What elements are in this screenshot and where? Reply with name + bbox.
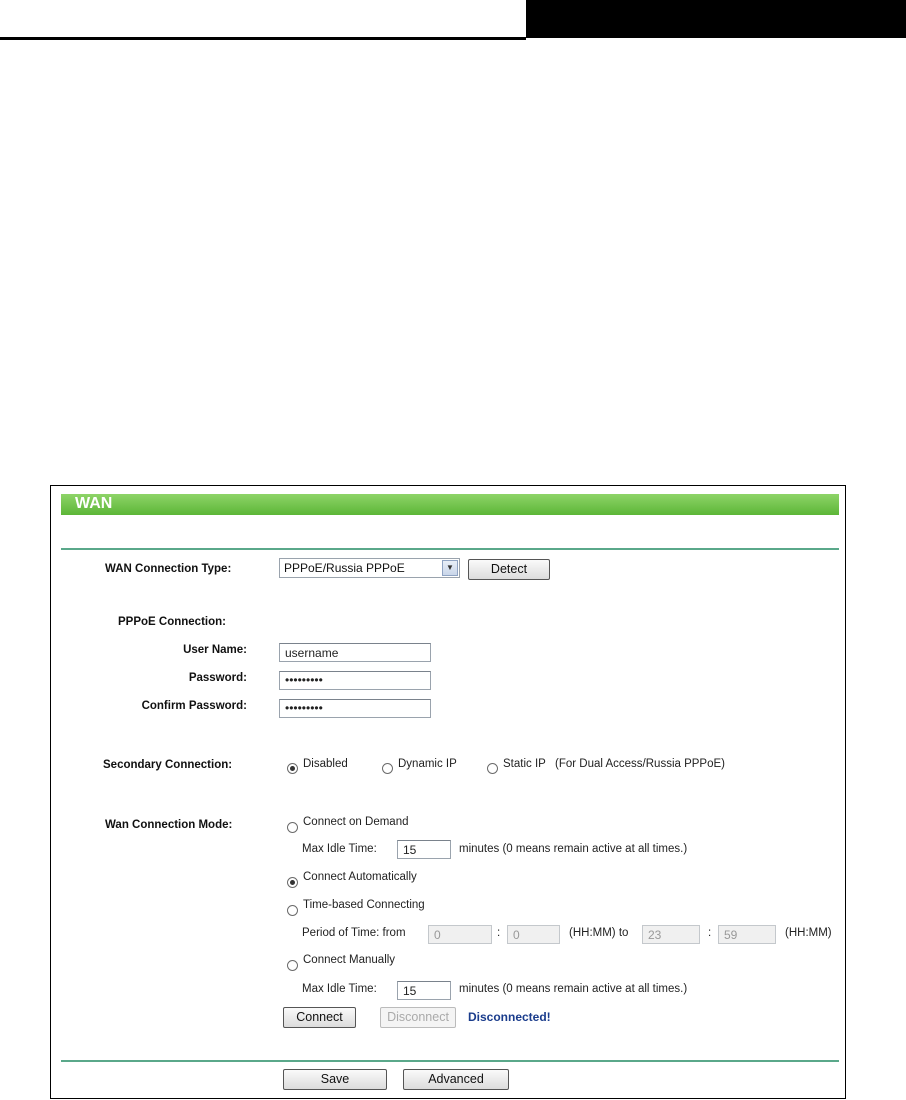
wan-settings-panel [50, 485, 846, 1099]
confirm-password-label: Confirm Password: [141, 700, 247, 712]
secondary-disabled-label: Disabled [303, 758, 348, 770]
hhmm-end-label: (HH:MM) [785, 927, 832, 939]
wan-connection-mode-label: Wan Connection Mode: [105, 819, 233, 831]
connect-manually-radio[interactable] [287, 960, 298, 971]
time-colon-2: : [708, 927, 712, 939]
max-idle-time-label-manual: Max Idle Time: [302, 983, 377, 995]
panel-title: WAN [75, 495, 113, 512]
max-idle-time-label-demand: Max Idle Time: [302, 843, 377, 855]
secondary-dynamic-ip-label: Dynamic IP [398, 758, 457, 770]
to-minute-input[interactable] [718, 925, 776, 944]
connect-automatically-radio[interactable] [287, 877, 298, 888]
wan-connection-type-select[interactable] [279, 558, 460, 578]
period-of-time-label: Period of Time: from [302, 927, 406, 939]
from-minute-input[interactable] [507, 925, 560, 944]
secondary-disabled-radio[interactable] [287, 763, 298, 774]
time-based-connecting-label: Time-based Connecting [303, 899, 425, 911]
secondary-note: (For Dual Access/Russia PPPoE) [555, 758, 726, 770]
pppoe-connection-label: PPPoE Connection: [118, 616, 226, 628]
secondary-static-ip-label: Static IP [503, 758, 546, 770]
wan-connection-type-label: WAN Connection Type: [105, 563, 232, 575]
time-colon-1: : [497, 927, 501, 939]
top-divider [61, 548, 839, 550]
connection-status: Disconnected! [468, 1010, 551, 1024]
to-hour-input[interactable] [642, 925, 700, 944]
secondary-static-ip-radio[interactable] [487, 763, 498, 774]
user-name-input[interactable] [279, 643, 431, 662]
idle-note-demand: minutes (0 means remain active at all times.) [459, 843, 688, 855]
max-idle-time-input-demand[interactable] [397, 840, 451, 859]
secondary-connection-label: Secondary Connection: [103, 759, 233, 771]
confirm-password-input[interactable]: ••••••••• [279, 699, 431, 718]
disconnect-button[interactable]: Disconnect [380, 1007, 456, 1028]
connect-on-demand-radio[interactable] [287, 822, 298, 833]
max-idle-time-input-manual[interactable] [397, 981, 451, 1000]
chevron-down-icon[interactable]: ▼ [442, 560, 458, 576]
document-header-rule [0, 37, 526, 40]
secondary-dynamic-ip-radio[interactable] [382, 763, 393, 774]
connect-automatically-label: Connect Automatically [303, 871, 417, 883]
advanced-button[interactable]: Advanced [403, 1069, 509, 1090]
panel-title-bar [61, 494, 839, 515]
wan-connection-type-value: PPPoE/Russia PPPoE [284, 561, 405, 575]
from-hour-input[interactable] [428, 925, 492, 944]
time-based-connecting-radio[interactable] [287, 905, 298, 916]
detect-button[interactable]: Detect [468, 559, 550, 580]
user-name-label: User Name: [183, 644, 247, 656]
hhmm-to-label: (HH:MM) to [569, 927, 629, 939]
password-input[interactable]: ••••••••• [279, 671, 431, 690]
password-label: Password: [188, 672, 247, 684]
connect-on-demand-label: Connect on Demand [303, 816, 409, 828]
idle-note-manual: minutes (0 means remain active at all times.) [459, 983, 688, 995]
bottom-divider [61, 1060, 839, 1062]
connect-button[interactable]: Connect [283, 1007, 356, 1028]
connect-manually-label: Connect Manually [303, 954, 396, 966]
document-header-bar [526, 0, 906, 38]
save-button[interactable]: Save [283, 1069, 387, 1090]
